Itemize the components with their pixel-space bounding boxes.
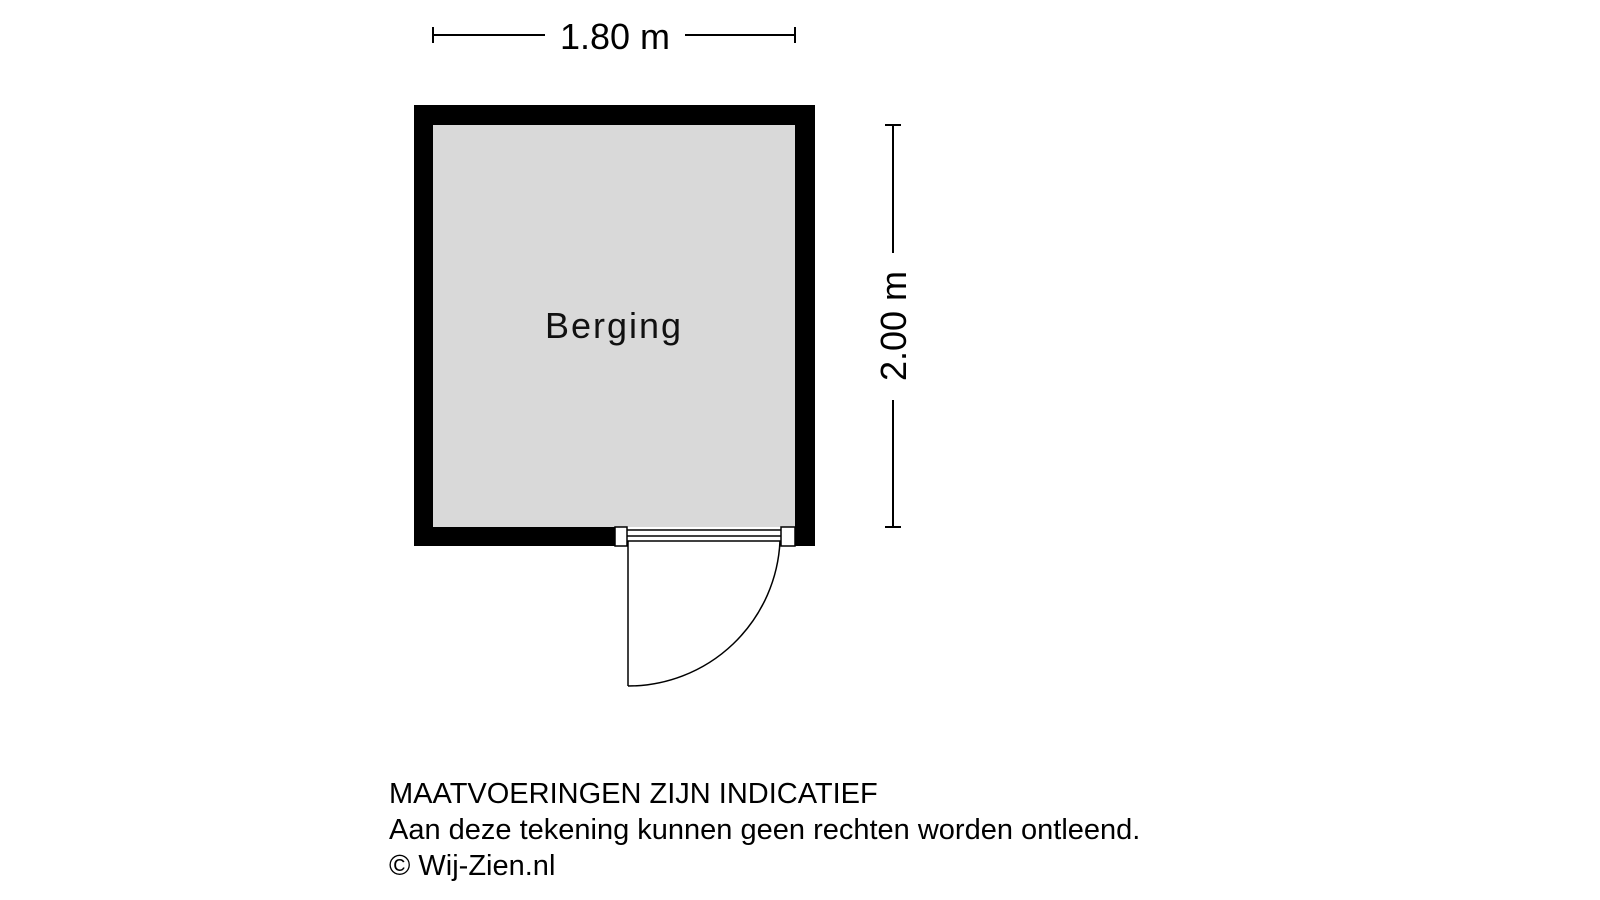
rights-disclaimer: Aan deze tekening kunnen geen rechten worden ontleend. [389, 814, 1141, 846]
copyright-notice: © Wij-Zien.nl [389, 850, 556, 882]
wall-bottom-right [795, 527, 815, 546]
height-dimension [873, 125, 914, 527]
wall-right [795, 105, 815, 546]
measurement-notice: MAATVOERINGEN ZIJN INDICATIEF [389, 778, 878, 810]
height-dimension-label: 2.00 m [873, 270, 914, 382]
width-dimension [433, 16, 795, 57]
wall-left [414, 105, 433, 546]
door-swing [628, 541, 780, 686]
width-dimension-label: 1.80 m [559, 16, 671, 57]
footer-notes [389, 776, 1140, 884]
wall-bottom-left [414, 527, 615, 546]
wall-top [414, 105, 815, 125]
room-label: Berging [544, 305, 684, 346]
door-frame [615, 527, 795, 546]
